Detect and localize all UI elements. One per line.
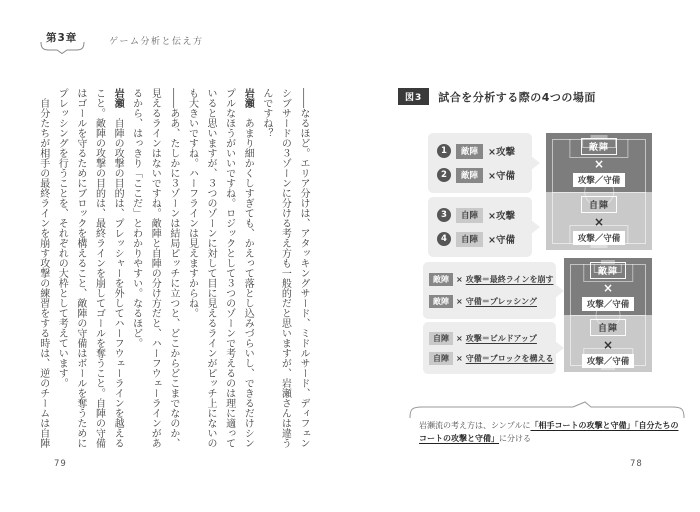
enemy-zone-label: 敵陣	[590, 262, 626, 279]
paragraph-text: ――なるほど。エリア分けは、アタッキングサード、ミドルサード、ディフェンシブサードの３ゾーンに分ける考え方も一般的だと思いますが、岩瀬さんは違うんですね？	[260, 88, 309, 448]
footnote-bracket-decoration	[405, 401, 689, 419]
attack-defense-label: 攻撃／守備	[573, 231, 626, 245]
definition-row-1	[423, 273, 556, 286]
definition-bubble-own	[423, 322, 556, 374]
own-zone-label: 自陣	[590, 319, 626, 336]
definition-bubble-enemy	[423, 262, 556, 319]
cross-symbol: ×	[456, 274, 463, 284]
cross-symbol: ×	[602, 338, 614, 352]
number-circle: 3	[437, 208, 451, 222]
scene-phase: ×守備	[488, 171, 515, 182]
speaker-label: 岩瀬	[112, 88, 124, 108]
definition-text: 守備＝ブロックを構える	[465, 353, 554, 363]
enemy-half-label	[582, 262, 635, 311]
cross-symbol: ×	[456, 297, 463, 307]
scene-phase: ×攻撃	[488, 211, 515, 222]
page-number-right: 78	[630, 459, 643, 469]
chapter-title: ゲーム分析と伝え方	[109, 37, 204, 47]
footnote-pre: 岩瀬流の考え方は、シンプルに	[419, 421, 531, 430]
zone-badge-own: 自陣	[429, 332, 453, 345]
paragraph-text: ――ああ、たしかに３ゾーンは結局ピッチに立つと、どこからどこまでなのか、見えるラインはないですね。敵陣と自陣の分け方だと、ハーフウェーラインがあるから、はっきり「ここだ」とわかりやすい。なるほど。	[130, 88, 179, 448]
cross-symbol: ×	[456, 353, 463, 363]
definition-text: 攻撃＝最終ラインを崩す	[465, 274, 554, 284]
attack-defense-label: 攻撃／守備	[573, 173, 626, 187]
paragraph	[256, 88, 312, 454]
paragraph-text: 自分たちが相手の最終ラインを崩す攻撃の練習をする時は、逆のチームは自陣	[37, 88, 49, 448]
attack-defense-label: 攻撃／守備	[582, 297, 635, 311]
scene-row-3	[428, 208, 532, 223]
attack-defense-label: 攻撃／守備	[582, 354, 635, 368]
zone-badge-enemy: 敵陣	[456, 168, 483, 183]
paragraph	[126, 88, 182, 454]
enemy-half-label	[573, 138, 626, 187]
page-number-left: 79	[54, 459, 67, 469]
definition-row-3	[423, 332, 556, 345]
own-half	[564, 315, 652, 372]
scene-phase: ×守備	[488, 235, 515, 246]
definition-text: 攻撃＝ビルドアップ	[465, 333, 537, 343]
scene-row-1	[428, 144, 532, 159]
footnote-key-phrase-1: 「相手コートの攻撃と守備」	[530, 421, 635, 430]
zone-badge-enemy: 敵陣	[429, 295, 453, 308]
own-half-label	[582, 319, 635, 368]
paragraph-text: あまり細かくしすぎても、かえって落とし込みづらいし、できるだけシンプルなほうがいいですね。ロジックとして３つのゾーンで考えるのは理に適っていると思いますが、３つのゾーンに対して目に見えるラインがピッチ上にないのも大きいですね。ハーフラインは見えますからね。	[186, 88, 254, 448]
own-zone-label: 自陣	[581, 196, 617, 213]
paragraph	[33, 88, 52, 454]
scene-phase: ×攻撃	[488, 147, 515, 158]
enemy-half	[546, 133, 652, 192]
own-half	[546, 192, 652, 251]
scene-bubble-enemy	[428, 133, 532, 193]
speaker-label: 岩瀬	[242, 88, 254, 108]
figure-title-row	[398, 88, 596, 105]
cross-symbol: ×	[602, 281, 614, 295]
enemy-half	[564, 258, 652, 315]
definition-text: 守備＝プレッシング	[465, 297, 537, 307]
paragraph-text: 自陣の攻撃の目的は、プレッシャーを外してハーフウェーラインを越えること。敵陣の攻撃の目的は、最終ラインを崩してゴールを奪うこと。自陣の守備はゴールを守るためにブロックを構えること、敵陣の守備はボールを奪うためにプレッシングを行うことを、それぞれの大枠として考えています。	[56, 88, 124, 448]
scene-row-4	[428, 232, 532, 247]
enemy-zone-label: 敵陣	[581, 138, 617, 155]
footnote-post: に分ける	[499, 434, 531, 443]
pitch-diagram-top	[546, 133, 652, 250]
number-circle: 4	[437, 232, 451, 246]
paragraph	[52, 88, 126, 454]
interview-vertical-text	[28, 88, 312, 454]
scene-bubble-own	[428, 197, 532, 257]
pitch-diagram-bottom	[564, 258, 652, 372]
cross-symbol: ×	[456, 333, 463, 343]
zone-badge-enemy: 敵陣	[456, 144, 483, 159]
zone-badge-enemy: 敵陣	[429, 273, 453, 286]
chapter-brace-decoration	[40, 41, 86, 54]
own-half-label	[573, 196, 626, 245]
definition-row-4	[423, 352, 556, 365]
paragraph	[182, 88, 256, 454]
zone-badge-own: 自陣	[429, 352, 453, 365]
number-circle: 1	[437, 144, 451, 158]
footnote-key-phrase-2: 「自分たちのコートの攻撃と守備」	[419, 421, 679, 443]
zone-badge-own: 自陣	[456, 232, 483, 247]
figure-badge: 図3	[398, 88, 429, 105]
scene-row-2	[428, 168, 532, 183]
footnote-text	[419, 419, 685, 445]
figure-title: 試合を分析する際の4つの場面	[438, 90, 596, 104]
chapter-number: 第3章	[46, 32, 78, 44]
zone-badge-own: 自陣	[456, 208, 483, 223]
cross-symbol: ×	[593, 215, 605, 230]
definition-row-2	[423, 295, 556, 308]
number-circle: 2	[437, 168, 451, 182]
cross-symbol: ×	[593, 156, 605, 171]
